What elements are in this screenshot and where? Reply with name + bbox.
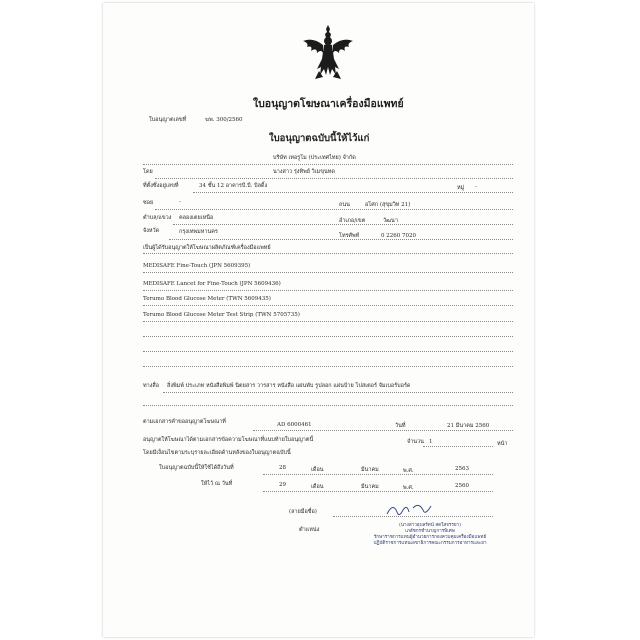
product-item: MEDISAFE Fine-Touch (JPN 5609395) <box>143 263 251 269</box>
license-no-label: ใบอนุญาตเลขที่ <box>149 117 187 123</box>
month-label: เดือน <box>311 467 324 473</box>
province-label: จังหวัด <box>143 228 160 234</box>
issued-label: ให้ไว้ ณ วันที่ <box>201 481 233 487</box>
signer-name: (นางสาวอุบลรัตน์ สดใสจรรยา) <box>399 523 461 528</box>
media-label: ทางสื่อ <box>143 383 160 389</box>
month-label: เดือน <box>311 484 324 490</box>
attach-text: อนุญาตให้โฆษณาได้ตามเอกสารข้อความโฆษณาที่แนบท้ายใบอนุญาตนี้ <box>143 437 314 443</box>
soi-value: - <box>179 199 181 205</box>
moo-value: - <box>475 184 477 190</box>
by-label: โดย <box>143 169 153 175</box>
phone-label: โทรศัพท์ <box>339 233 360 239</box>
signature-label: (ลายมือชื่อ) <box>289 509 317 515</box>
representative-name: นางสาว รุ่งทิพย์ วิเมขุนทด <box>273 169 335 175</box>
signer-stamp <box>365 523 495 547</box>
page-label: หน้า <box>497 441 508 447</box>
year-label: พ.ศ. <box>403 468 414 474</box>
condition-text: โดยมีเงื่อนไขตามระบุรายละเอียดด้านหลังของใบอนุญาตฉบับนี้ <box>143 450 291 456</box>
road-label: ถนน <box>339 202 350 208</box>
garuda-emblem-icon <box>299 23 357 83</box>
valid-day: 28 <box>279 465 286 471</box>
ref-value: AD 6000461 <box>277 422 312 428</box>
subdistrict-label: ตำบล/แขวง <box>143 215 172 221</box>
road-value: อโศก (สุขุมวิท 21) <box>365 202 411 208</box>
product-item: MEDISAFE Lancet for Fine-Touch (JPN 5609436) <box>143 281 281 287</box>
district-value: วัฒนา <box>383 218 398 224</box>
product-item: Terumo Blood Glucose Meter (TWN 5609435) <box>143 296 271 302</box>
handwritten-signature-icon <box>383 500 443 520</box>
issued-month: มีนาคม <box>361 484 379 490</box>
moo-label: หมู่ <box>457 185 465 191</box>
license-no-value: ฆพ. 300/2560 <box>205 117 243 123</box>
license-document <box>103 3 534 637</box>
address-value: 34 ชั้น 12 อาคารบี.บี. บิลดิ้ง <box>199 183 268 189</box>
subdistrict-value: คลองเตยเหนือ <box>179 215 214 221</box>
count-value: 1 <box>429 439 433 445</box>
product-item: Terumo Blood Glucose Meter Test Strip (TWN 5705735) <box>143 312 300 318</box>
count-label: จำนวน <box>407 439 424 445</box>
document-subtitle: ใบอนุญาตฉบับนี้ให้ไว้แก่ <box>269 133 370 144</box>
position-label: ตำแหน่ง <box>299 527 320 533</box>
soi-label: ซอย <box>143 200 154 206</box>
valid-year: 2563 <box>455 466 469 472</box>
ref-date-value: 21 มีนาคม 2560 <box>447 423 490 429</box>
valid-label: ใบอนุญาตฉบับนี้ให้ใช้ได้ถึงวันที่ <box>159 465 234 471</box>
company-name: บริษัท เทอรูโม (ประเทศไทย) จำกัด <box>273 155 356 161</box>
signer-position: เภสัชกรชำนาญการพิเศษ <box>405 529 455 534</box>
media-value: สิ่งพิมพ์ ประเภท หนังสือพิมพ์ นิตยสาร วารสาร หนังสือ แผ่นพับ รูปลอก แผ่นป้าย โปสเตอร์ จัมเบอร์บอร์ด <box>167 383 411 389</box>
district-label: อำเภอ/เขต <box>339 218 366 224</box>
valid-month: มีนาคม <box>361 467 379 473</box>
issued-year: 2560 <box>455 483 469 489</box>
ref-date-label: วันที่ <box>395 423 406 429</box>
address-label: ที่ตั้งซึ่งอยู่เลขที่ <box>143 183 179 189</box>
year-label: พ.ศ. <box>403 485 414 491</box>
ref-label: ตามเอกสารคำขออนุญาตโฆษณาที่ <box>143 419 226 425</box>
document-title: ใบอนุญาตโฆษณาเครื่องมือแพทย์ <box>253 98 404 110</box>
province-value: กรุงเทพมหานคร <box>179 229 218 235</box>
signer-acting: รักษาราชการแทนผู้อำนวยการกองควบคุมเครื่องมือแพทย์ <box>373 535 487 540</box>
phone-value: 0 2260 7020 <box>381 233 416 239</box>
issued-day: 29 <box>279 482 286 488</box>
permission-text: เป็นผู้ได้รับอนุญาตให้โฆษณาผลิตภัณฑ์เครื่องมือแพทย์ <box>143 245 271 251</box>
signer-on-behalf: ปฏิบัติราชการแทนเลขาธิการคณะกรรมการอาหารและยา <box>373 541 487 546</box>
